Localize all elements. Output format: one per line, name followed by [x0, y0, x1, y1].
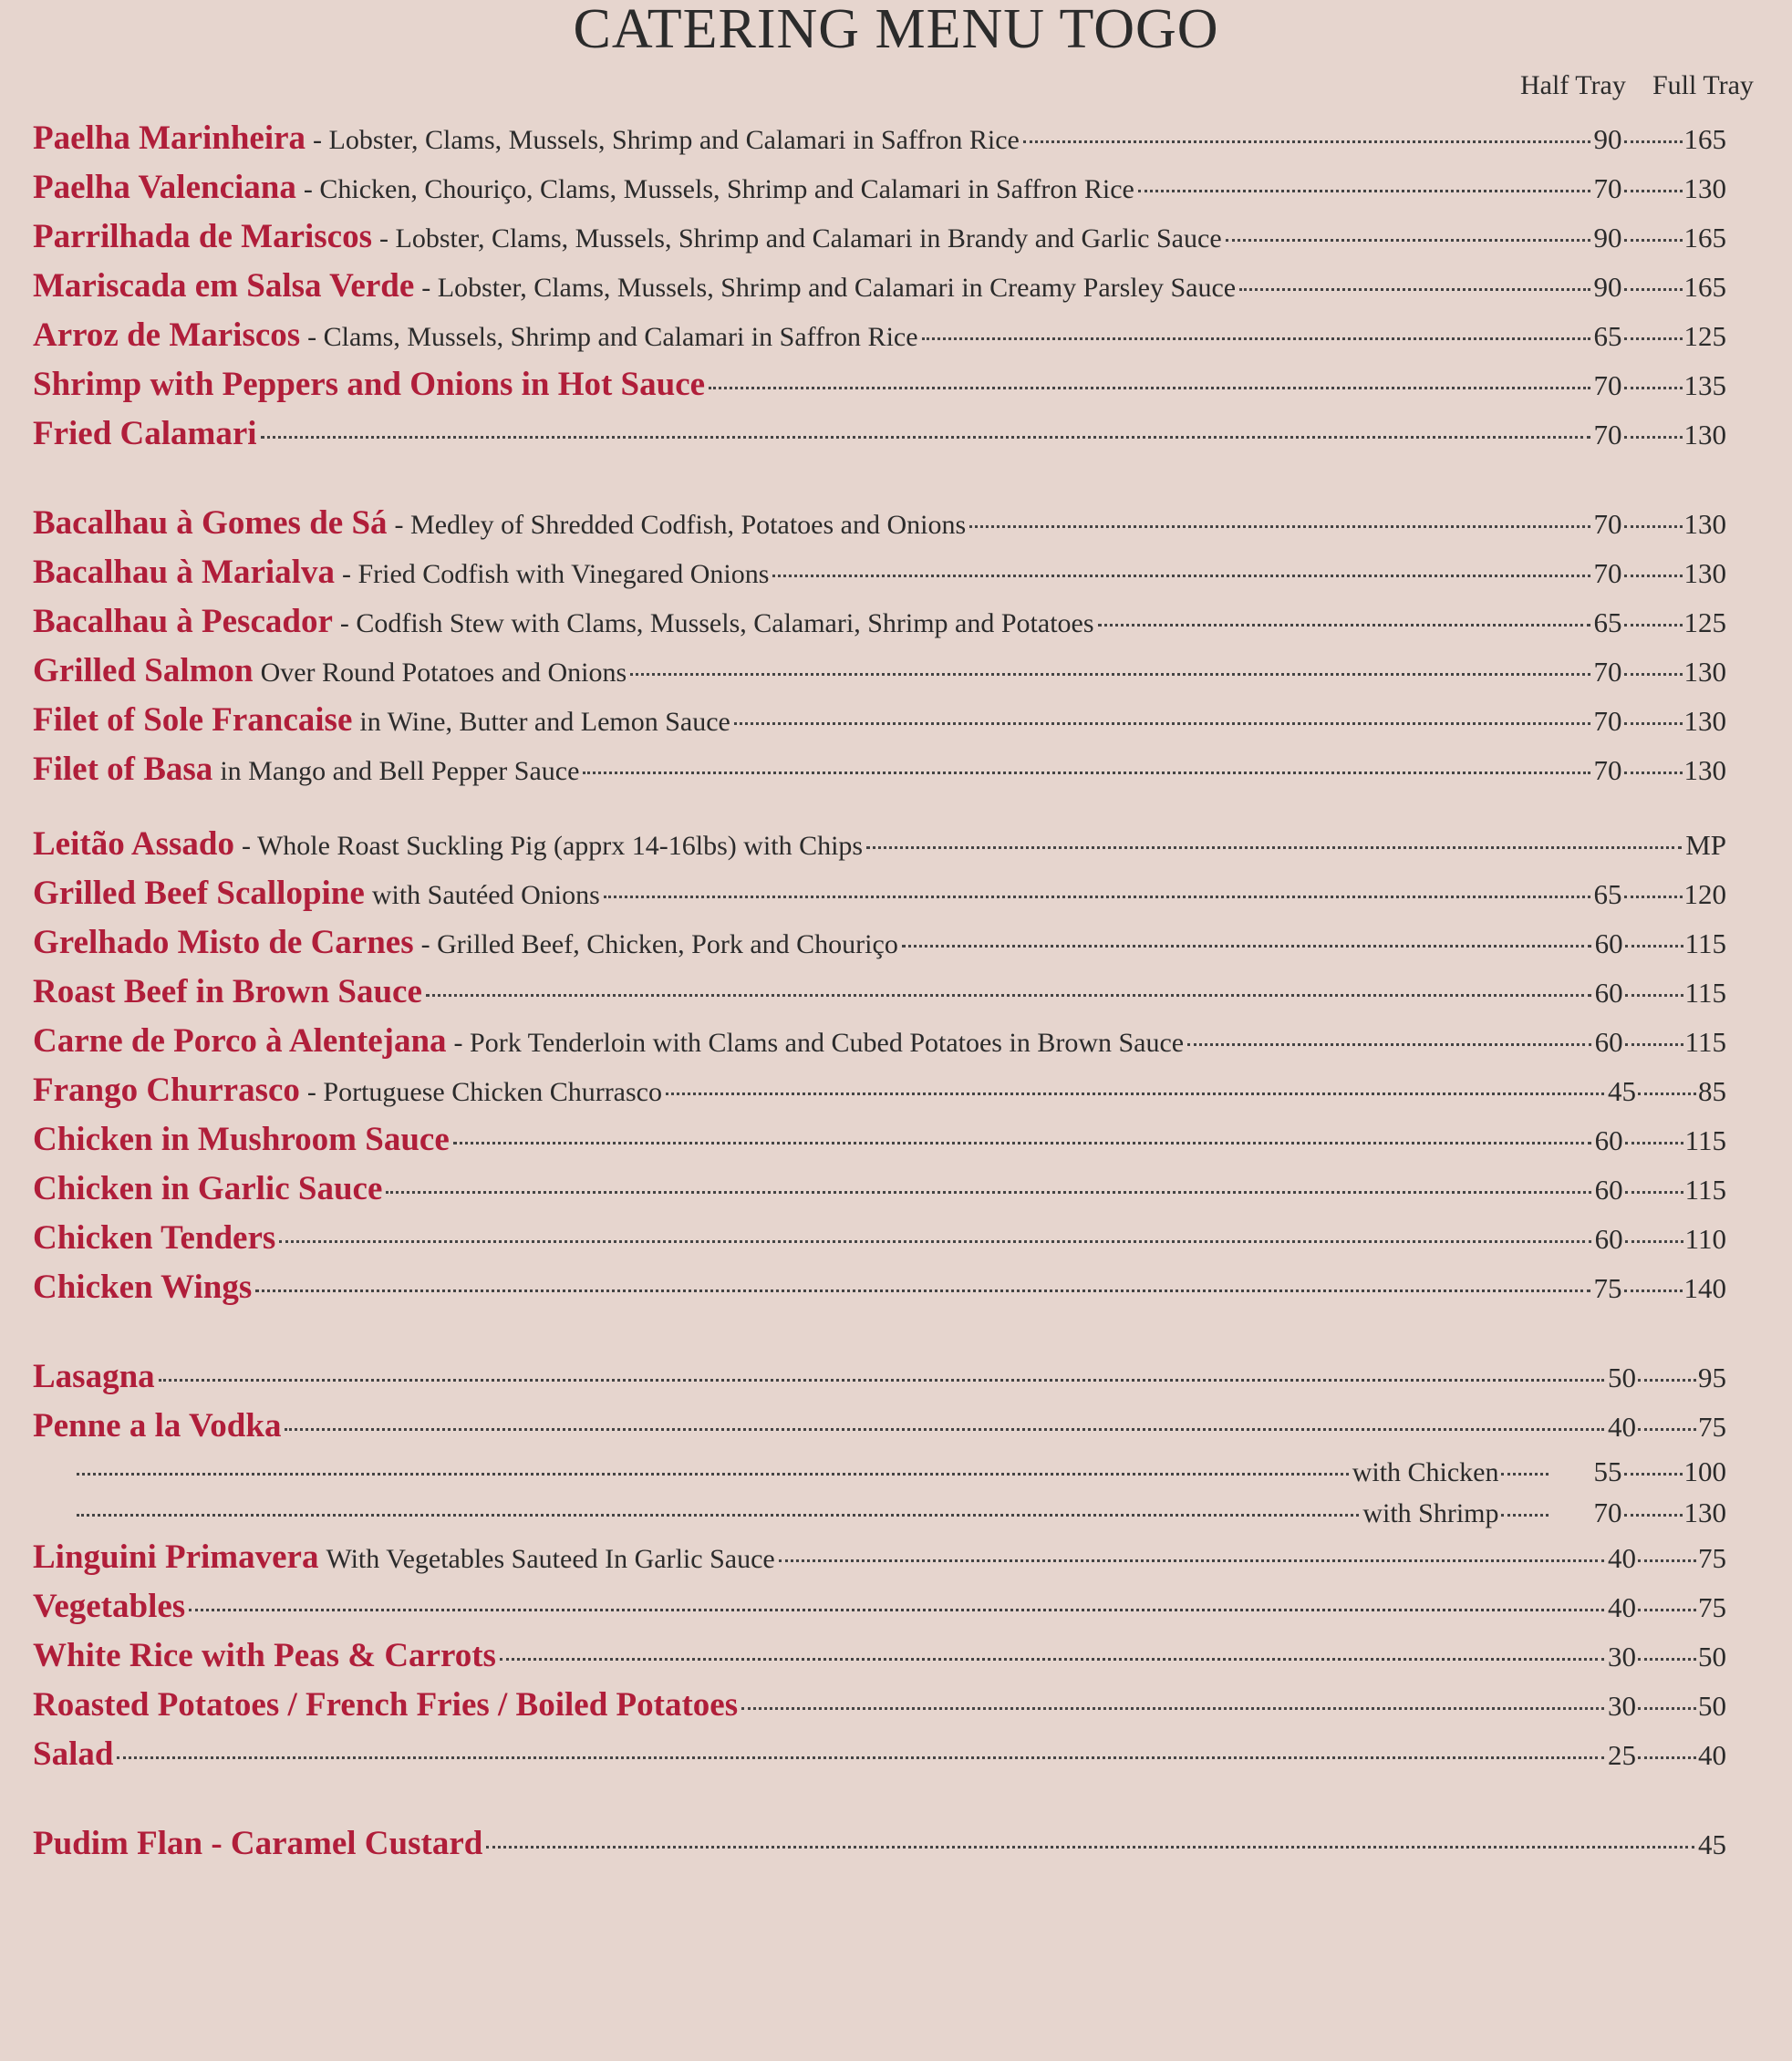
menu-item-row	[33, 1357, 1726, 1406]
dot-leader	[159, 1379, 1604, 1382]
dish-description: - Clams, Mussels, Shrimp and Calamari in Saffron Rice	[307, 322, 918, 352]
dish-name: Leitão Assado	[33, 825, 235, 863]
menu-item-row	[33, 1538, 1726, 1587]
dot-leader	[1624, 772, 1683, 774]
price-half-tray: 70	[1593, 508, 1622, 540]
price-half-tray: 70	[1593, 369, 1622, 401]
dish-name: Penne a la Vodka	[33, 1407, 282, 1445]
price-full-tray: 95	[1698, 1362, 1726, 1393]
price-half-tray: 55	[1593, 1455, 1622, 1487]
dot-leader	[709, 387, 1590, 389]
dish-name: Arroz de Mariscos	[33, 316, 301, 354]
dish-name: Grilled Salmon	[33, 652, 254, 689]
dot-leader	[969, 525, 1590, 528]
price-half-tray: 70	[1593, 172, 1622, 204]
dot-leader	[453, 1142, 1591, 1144]
dish-name: Frango Churrasco	[33, 1072, 300, 1109]
dish-name: Mariscada em Salsa Verde	[33, 267, 415, 305]
menu-list	[33, 119, 1726, 1873]
page-title: CATERING MENU TOGO	[573, 0, 1219, 60]
dish-description: - Pork Tenderloin with Clams and Cubed Potatoes in Brown Sauce	[453, 1028, 1185, 1058]
price-half-tray: 70	[1593, 557, 1622, 589]
dish-description: - Grilled Beef, Chicken, Pork and Chouriço	[420, 929, 898, 959]
column-header-full-tray: Full Tray	[1652, 70, 1754, 100]
price-full-tray: 130	[1683, 1497, 1726, 1528]
price-full-tray: 85	[1698, 1075, 1726, 1107]
price-half-tray: 75	[1593, 1272, 1622, 1304]
dish-name: Roast Beef in Brown Sauce	[33, 973, 422, 1010]
dot-leader	[1624, 1473, 1683, 1476]
menu-item-row	[33, 874, 1726, 923]
dish-name: Parrilhada de Mariscos	[33, 218, 373, 255]
price-full-tray: 75	[1698, 1591, 1726, 1623]
menu-item-row	[33, 750, 1726, 799]
dot-leader	[1624, 575, 1683, 577]
price-full-tray: 130	[1683, 419, 1726, 451]
price-half-tray: 40	[1608, 1411, 1636, 1443]
dot-leader	[583, 772, 1590, 774]
dish-name: Roasted Potatoes / French Fries / Boiled Potatoes	[33, 1686, 739, 1724]
dot-leader	[1625, 1191, 1683, 1194]
dish-description: in Mango and Bell Pepper Sauce	[220, 756, 580, 786]
dish-name: Chicken Wings	[33, 1269, 253, 1306]
menu-item-row	[33, 266, 1726, 316]
dot-leader	[1023, 140, 1590, 143]
price-full-tray: 130	[1683, 656, 1726, 688]
dish-name: Paelha Marinheira	[33, 119, 306, 157]
menu-item-row	[33, 651, 1726, 700]
price-full-tray: 140	[1683, 1272, 1726, 1304]
price-full-tray: 165	[1683, 222, 1726, 254]
price-half-tray: 90	[1593, 222, 1622, 254]
menu-item-row	[33, 365, 1726, 414]
price-full-tray: 135	[1683, 369, 1726, 401]
price-full-tray: 165	[1683, 123, 1726, 155]
dot-leader	[1625, 1240, 1683, 1243]
dot-leader	[772, 575, 1590, 577]
price-half-tray: 65	[1593, 878, 1622, 910]
price-full-tray: 110	[1684, 1223, 1726, 1255]
price-half-tray: 70	[1593, 656, 1622, 688]
dot-leader	[1624, 722, 1683, 725]
dish-description: Over Round Potatoes and Onions	[260, 658, 627, 688]
price-full-tray: 125	[1683, 606, 1726, 638]
price-full-tray: 130	[1683, 557, 1726, 589]
price-half-tray: 70	[1593, 705, 1622, 737]
dot-leader	[902, 945, 1591, 948]
dot-leader	[604, 896, 1590, 898]
price-half-tray: 45	[1608, 1075, 1636, 1107]
price-full-tray: 115	[1684, 977, 1726, 1009]
dot-leader	[1624, 525, 1683, 528]
dot-leader	[279, 1240, 1590, 1243]
dot-leader	[1638, 1707, 1696, 1710]
dot-leader	[261, 436, 1590, 439]
dot-leader	[1624, 140, 1683, 143]
menu-item-row	[33, 1685, 1726, 1735]
dish-description: With Vegetables Sauteed In Garlic Sauce	[326, 1544, 775, 1574]
dish-name: Grilled Beef Scallopine	[33, 875, 365, 912]
dot-leader	[1624, 624, 1683, 627]
dish-name: Lasagna	[33, 1358, 155, 1395]
price-half-tray: 25	[1608, 1739, 1636, 1771]
dot-leader	[189, 1609, 1604, 1611]
dot-leader	[1226, 239, 1590, 242]
menu-item-row	[33, 168, 1726, 217]
dot-leader	[1638, 1756, 1696, 1759]
dot-leader	[922, 337, 1590, 340]
dot-leader	[1624, 239, 1683, 242]
price-full-tray: 40	[1698, 1739, 1726, 1771]
dot-leader	[1625, 994, 1683, 997]
dot-leader	[1638, 1093, 1696, 1095]
dot-leader	[866, 846, 1682, 849]
price-full-tray: 115	[1684, 1174, 1726, 1206]
menu-item-row	[33, 1169, 1726, 1218]
menu-item-row	[33, 1120, 1726, 1169]
dot-leader	[734, 722, 1590, 725]
price-half-tray: 30	[1608, 1690, 1636, 1722]
dot-leader	[285, 1428, 1604, 1431]
price-half-tray: 70	[1593, 754, 1622, 786]
dish-name: Fried Calamari	[33, 415, 257, 452]
dot-leader	[741, 1707, 1604, 1710]
dish-description: - Lobster, Clams, Mussels, Shrimp and Calamari in Creamy Parsley Sauce	[421, 273, 1237, 303]
price-half-tray: 70	[1593, 419, 1622, 451]
price-full-tray: 130	[1683, 705, 1726, 737]
menu-subitem-row	[33, 1497, 1726, 1538]
price: 45	[1698, 1828, 1726, 1860]
price-full-tray: 115	[1684, 1124, 1726, 1156]
dish-name: Shrimp with Peppers and Onions in Hot Sauce	[33, 366, 706, 403]
dish-name: Grelhado Misto de Carnes	[33, 924, 414, 961]
menu-item-row	[33, 553, 1726, 602]
dish-name: Filet of Basa	[33, 751, 213, 788]
dot-leader	[1624, 387, 1683, 389]
dot-leader	[1638, 1379, 1696, 1382]
price-half-tray: 50	[1608, 1362, 1636, 1393]
subitem-label: with Shrimp	[1362, 1498, 1499, 1528]
price-half-tray: 30	[1608, 1641, 1636, 1673]
menu-item-row	[33, 1636, 1726, 1685]
dish-description: - Lobster, Clams, Mussels, Shrimp and Calamari in Saffron Rice	[313, 125, 1020, 155]
menu-item-row	[33, 972, 1726, 1021]
menu-item-row	[33, 1735, 1726, 1784]
dot-leader	[1625, 945, 1683, 948]
dot-leader	[1638, 1609, 1696, 1611]
menu-item-row	[33, 414, 1726, 463]
dot-leader	[1625, 1142, 1683, 1144]
menu-item-row	[33, 217, 1726, 266]
dish-description: - Lobster, Clams, Mussels, Shrimp and Calamari in Brandy and Garlic Sauce	[379, 223, 1222, 254]
dot-leader	[1187, 1043, 1591, 1046]
price-half-tray: 70	[1593, 1497, 1622, 1528]
dot-leader	[1638, 1559, 1696, 1562]
price-full-tray: 125	[1683, 320, 1726, 352]
menu-subitem-row	[33, 1455, 1726, 1497]
dish-name: Carne de Porco à Alentejana	[33, 1022, 447, 1060]
menu-item-row	[33, 602, 1726, 651]
price-full-tray: 130	[1683, 754, 1726, 786]
price-half-tray: 40	[1608, 1542, 1636, 1574]
price-half-tray: 65	[1593, 320, 1622, 352]
price-half-tray: 60	[1594, 1124, 1623, 1156]
dot-leader	[426, 994, 1591, 997]
menu-item-row	[33, 1406, 1726, 1455]
dot-leader	[779, 1559, 1604, 1562]
price-full-tray: 165	[1683, 271, 1726, 303]
dot-leader	[486, 1846, 1694, 1849]
dot-leader	[1624, 337, 1683, 340]
dot-leader	[500, 1658, 1604, 1661]
price-half-tray: 90	[1593, 123, 1622, 155]
dish-name: Vegetables	[33, 1588, 186, 1625]
dot-leader	[1501, 1473, 1549, 1476]
column-header-half-tray: Half Tray	[1520, 70, 1626, 100]
menu-item-row	[33, 1268, 1726, 1317]
dot-leader	[1098, 624, 1590, 627]
price: MP	[1685, 829, 1726, 861]
dot-leader	[1624, 1514, 1683, 1517]
dot-leader	[1624, 288, 1683, 291]
menu-item-row	[33, 1587, 1726, 1636]
dish-description: - Fried Codfish with Vinegared Onions	[341, 559, 770, 589]
dish-name: Linguini Primavera	[33, 1538, 319, 1576]
dot-leader	[77, 1514, 1359, 1517]
dish-name: Bacalhau à Gomes de Sá	[33, 504, 388, 542]
price-half-tray: 60	[1594, 1174, 1623, 1206]
price-half-tray: 60	[1594, 927, 1623, 959]
dot-leader	[1625, 1043, 1683, 1046]
dot-leader	[1624, 190, 1683, 192]
dish-name: Bacalhau à Marialva	[33, 554, 335, 591]
menu-item-row	[33, 923, 1726, 972]
dot-leader	[255, 1289, 1590, 1292]
dish-description: - Chicken, Chouriço, Clams, Mussels, Shrimp and Calamari in Saffron Rice	[303, 174, 1134, 204]
dot-leader	[1624, 1289, 1683, 1292]
dot-leader	[77, 1473, 1349, 1476]
price-full-tray: 120	[1683, 878, 1726, 910]
dish-name: Salad	[33, 1735, 114, 1773]
dish-name: Chicken in Garlic Sauce	[33, 1170, 383, 1207]
menu-item-row	[33, 316, 1726, 365]
dish-description: - Codfish Stew with Clams, Mussels, Calamari, Shrimp and Potatoes	[339, 608, 1094, 638]
menu-item-row	[33, 1021, 1726, 1071]
dot-leader	[1624, 896, 1683, 898]
price-full-tray: 130	[1683, 508, 1726, 540]
price-full-tray: 75	[1698, 1542, 1726, 1574]
menu-item-row	[33, 1218, 1726, 1268]
dish-description: - Portuguese Chicken Churrasco	[306, 1077, 662, 1107]
dot-leader	[666, 1093, 1604, 1095]
price-full-tray: 115	[1684, 927, 1726, 959]
price-full-tray: 130	[1683, 172, 1726, 204]
menu-item-row	[33, 824, 1726, 874]
price-half-tray: 60	[1594, 977, 1623, 1009]
menu-item-row	[33, 1071, 1726, 1120]
dish-name: Bacalhau à Pescador	[33, 603, 333, 640]
menu-item-row	[33, 700, 1726, 750]
dot-leader	[1624, 436, 1683, 439]
dish-name: White Rice with Peas & Carrots	[33, 1637, 496, 1674]
dish-name: Paelha Valenciana	[33, 169, 296, 206]
price-full-tray: 115	[1684, 1026, 1726, 1058]
dish-description: with Sautéed Onions	[371, 880, 600, 910]
dot-leader	[117, 1756, 1604, 1759]
dish-name: Pudim Flan - Caramel Custard	[33, 1825, 483, 1862]
dot-leader	[1638, 1428, 1696, 1431]
dot-leader	[1638, 1658, 1696, 1661]
price-half-tray: 40	[1608, 1591, 1636, 1623]
dish-name: Chicken in Mushroom Sauce	[33, 1121, 450, 1158]
dot-leader	[1624, 673, 1683, 676]
price-half-tray: 65	[1593, 606, 1622, 638]
dish-name: Filet of Sole Francaise	[33, 701, 353, 739]
menu-item-row	[33, 119, 1726, 168]
dot-leader	[1138, 190, 1590, 192]
price-half-tray: 60	[1594, 1026, 1623, 1058]
menu-item-row	[33, 1824, 1726, 1873]
dot-leader	[386, 1191, 1590, 1194]
subitem-label: with Chicken	[1352, 1457, 1499, 1487]
dish-description: in Wine, Butter and Lemon Sauce	[359, 707, 730, 737]
dot-leader	[1239, 288, 1590, 291]
price-full-tray: 50	[1698, 1641, 1726, 1673]
price-full-tray: 100	[1683, 1455, 1726, 1487]
price-half-tray: 60	[1594, 1223, 1623, 1255]
price-full-tray: 75	[1698, 1411, 1726, 1443]
dish-description: - Medley of Shredded Codfish, Potatoes and Onions	[394, 510, 967, 540]
dish-description: - Whole Roast Suckling Pig (apprx 14-16lbs) with Chips	[242, 831, 864, 861]
menu-item-row	[33, 503, 1726, 553]
dot-leader	[630, 673, 1590, 676]
dot-leader	[1501, 1514, 1549, 1517]
dish-name: Chicken Tenders	[33, 1219, 276, 1257]
price-full-tray: 50	[1698, 1690, 1726, 1722]
price-half-tray: 90	[1593, 271, 1622, 303]
